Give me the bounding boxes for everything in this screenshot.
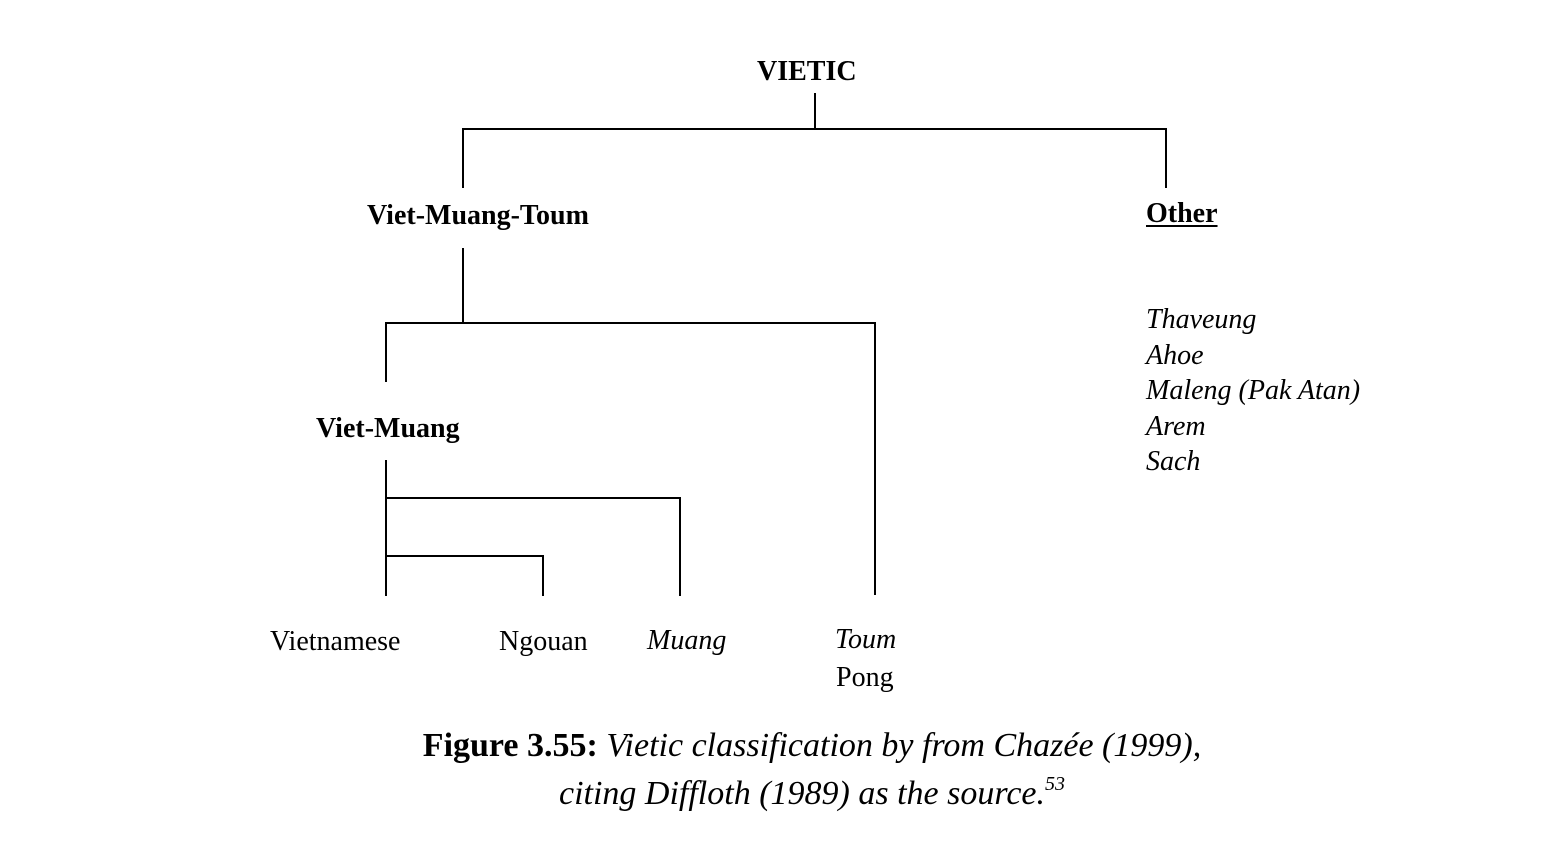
- figure-caption: [0, 726, 1562, 813]
- other-members-list: [1146, 302, 1360, 480]
- edge-vietic-stem: [814, 93, 816, 129]
- other-member-thaveung: Thaveung: [1146, 304, 1257, 335]
- leaf-pong: Pong: [836, 662, 894, 693]
- caption-line-2: [0, 765, 1562, 813]
- other-member-ahoe: Ahoe: [1146, 339, 1204, 371]
- edge-to-toum: [874, 322, 876, 595]
- edge-to-viet-muang: [385, 322, 387, 382]
- node-vietic: VIETIC: [757, 56, 857, 87]
- edge-vietic-bar: [462, 128, 1167, 130]
- caption-label: Figure 3.55:: [422, 727, 598, 764]
- edge-viet-muang-toum-bar: [385, 322, 876, 324]
- node-viet-muang-toum: Viet-Muang-Toum: [367, 200, 589, 231]
- caption-footnote: 53: [1045, 773, 1065, 795]
- caption-text-1: Vietic classification by from Chazée (1999),: [606, 727, 1202, 764]
- node-viet-muang: Viet-Muang: [316, 413, 460, 444]
- caption-text-2: citing Diffloth (1989) as the source.: [558, 775, 1045, 812]
- edge-to-ngouan: [542, 555, 544, 596]
- other-member-maleng: Maleng (Pak Atan): [1146, 375, 1361, 406]
- other-member-arem: Arem: [1146, 410, 1206, 442]
- edge-to-viet-muang-toum: [462, 128, 464, 188]
- edge-to-muang: [679, 497, 681, 596]
- edge-viet-muang-stem: [385, 460, 387, 596]
- leaf-muang: Muang: [647, 625, 727, 656]
- caption-line-1: [0, 726, 1562, 765]
- edge-viet-ngouan-bar: [385, 555, 544, 557]
- leaf-vietnamese: Vietnamese: [270, 626, 401, 657]
- edge-viet-muang-toum-stem: [462, 248, 464, 323]
- edge-viet-muang-bar: [385, 497, 681, 499]
- other-member-sach: Sach: [1146, 446, 1201, 477]
- node-other: Other: [1146, 198, 1218, 229]
- edge-to-other: [1165, 128, 1167, 188]
- leaf-ngouan: Ngouan: [499, 626, 588, 657]
- leaf-toum: Toum: [835, 624, 897, 655]
